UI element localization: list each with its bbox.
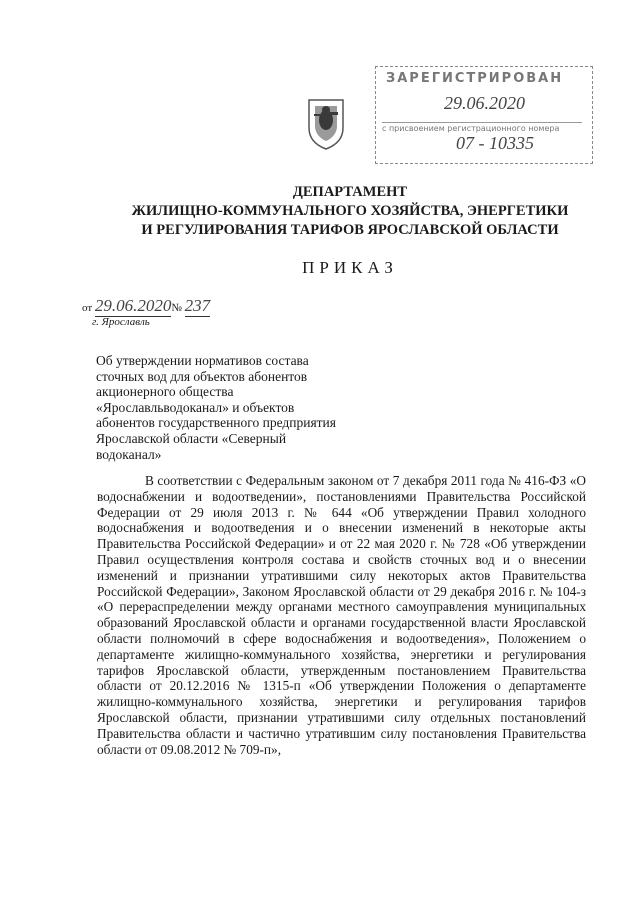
stamp-number-label: с присвоением регистрационного номера (382, 122, 582, 133)
stamp-number: 07 - 10335 (456, 133, 534, 153)
from-label: от (82, 302, 93, 314)
coat-of-arms-icon (306, 98, 346, 150)
document-type-title: ПРИКАЗ (302, 258, 398, 277)
dept-line-3: И РЕГУЛИРОВАНИЯ ТАРИФОВ ЯРОСЛАВСКОЙ ОБЛАСТИ (141, 222, 559, 238)
dept-line-1: ДЕПАРТАМЕНТ (292, 184, 408, 200)
stamp-date: 29.06.2020 (444, 93, 525, 113)
order-subject: Об утверждении нормативов состава сточных вод для объектов абонентов акционерного общества «Ярославльводоканал» и объектов абонентов государственного предприятия Ярославской области «Северный водоканал» (96, 353, 336, 462)
order-date: 29.06.2020 (94, 296, 172, 315)
order-body-text: В соответствии с Федеральным законом от 7 декабря 2011 года № 416-ФЗ «О водоснабжении и водоотведении», постановлениями Правительства Российской Федерации от 29 июля 2013 г. № 644 «Об утверждении Правил холодного водоснабжения и водоотведения и о внесении изменений в некоторые акты Правительства Российской Федерации» и от 22 мая 2020 г. № 728 «Об утверждении Правил осуществления контроля состава и свойств сточных вод и о внесении изменений и признании утратившими силу некоторых актов Правительства Российской Федерации», Законом Ярославской области от 29 декабря 2016 г. № 104-з «О перераспределении между органами местного самоуправления муниципальных образований Ярославской области и органами государственной власти Ярославской области полномочий в сфере водоснабжения и водоотведения», Положением о департаменте жилищно-коммунального хозяйства, энергетики и регулирования тарифов Ярославской области, утвержденным постановлением Правительства области от 20.12.2016 № 1315-п «Об утверждении Положения о департаменте жилищно-коммунального хозяйства, энергетики и регулирования тарифов Ярославской области, признании утратившими силу отдельных постановлений Правительства области и частично утратившим силу постановления Правительства области от 09.08.2012 № 709-п», (97, 473, 586, 757)
number-sign: № (171, 302, 182, 314)
registration-stamp (375, 66, 593, 164)
stamp-title: ЗАРЕГИСТРИРОВАН (386, 71, 564, 86)
order-number: 237 (184, 296, 211, 315)
dept-line-2: ЖИЛИЩНО-КОММУНАЛЬНОГО ХОЗЯЙСТВА, ЭНЕРГЕТИКИ (131, 203, 569, 219)
city: г. Ярославль (92, 316, 150, 328)
order-date-number (82, 296, 210, 317)
